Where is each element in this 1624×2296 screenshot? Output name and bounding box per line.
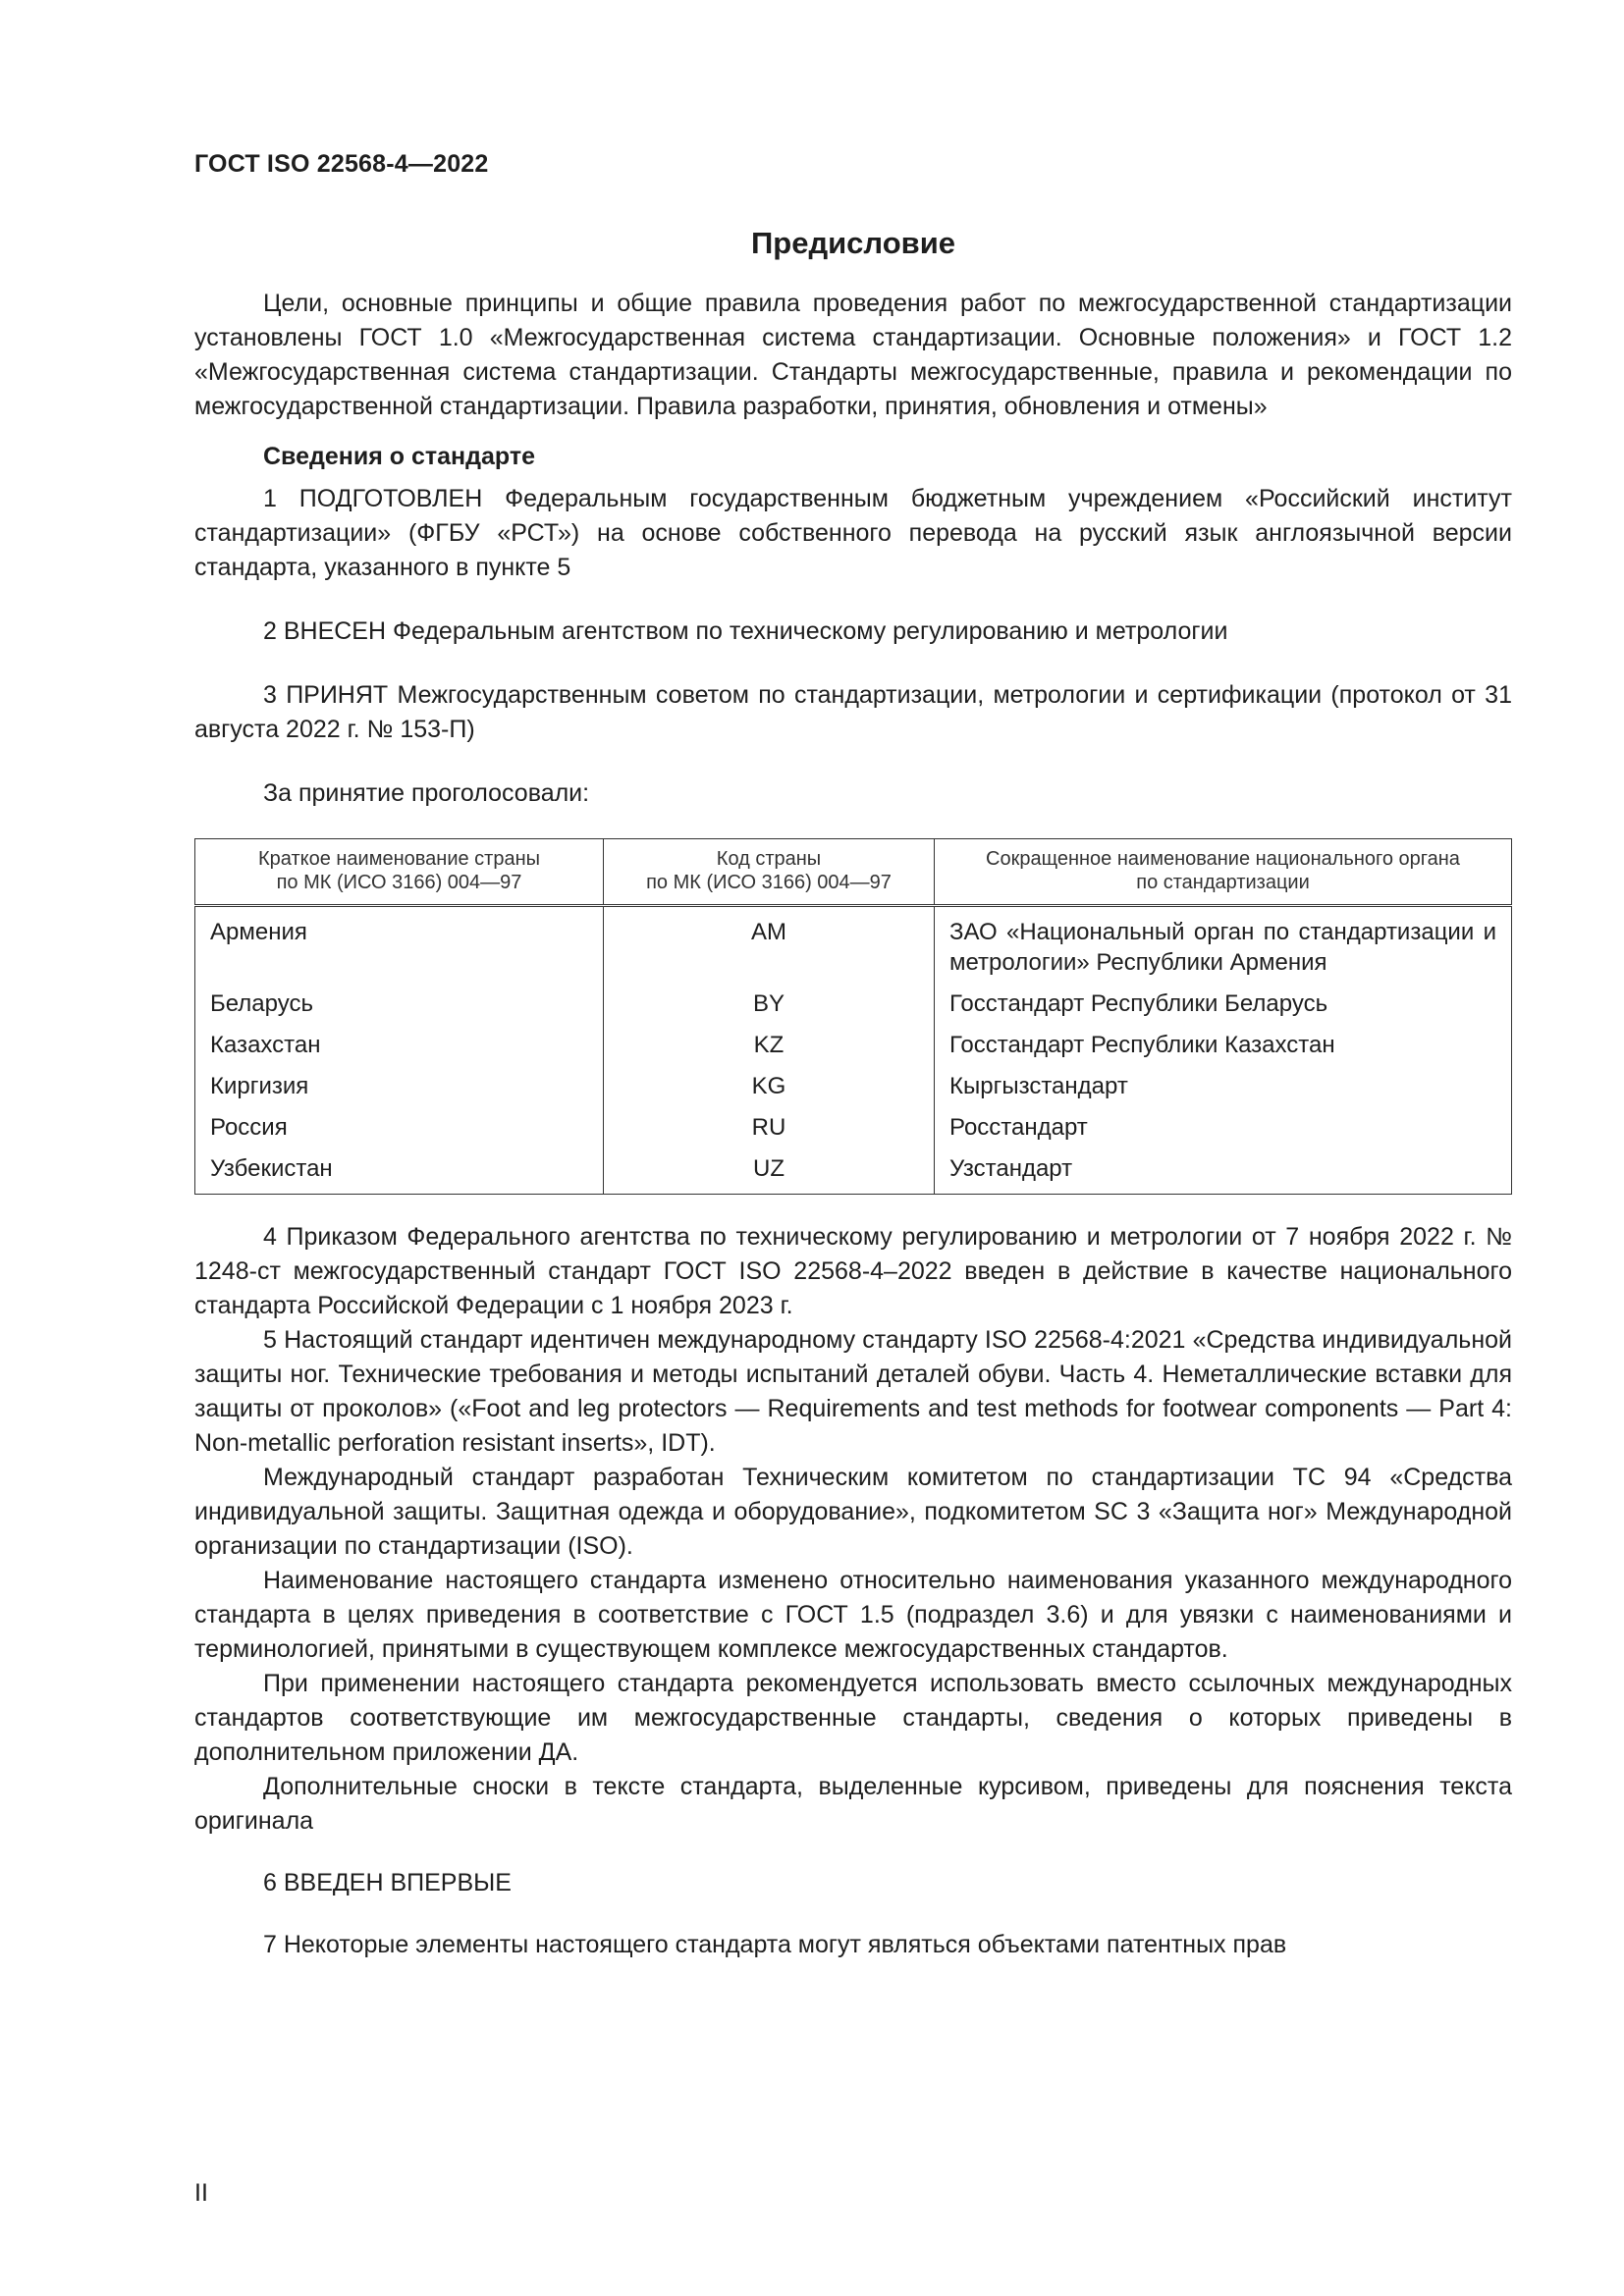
organization-cell: Узстандарт xyxy=(935,1148,1512,1195)
code-cell: RU xyxy=(604,1107,935,1148)
code-cell: KG xyxy=(604,1066,935,1107)
table-row xyxy=(195,906,1512,985)
page-number: II xyxy=(194,2179,208,2207)
country-cell: Беларусь xyxy=(195,984,604,1025)
section-subheading: Сведения о стандарте xyxy=(263,443,536,470)
country-cell: Казахстан xyxy=(195,1025,604,1066)
document-body xyxy=(194,287,1512,1962)
code-cell: UZ xyxy=(604,1148,935,1195)
header-code: Код страны по МК (ИСО 3166) 004—97 xyxy=(604,839,935,906)
country-cell: Узбекистан xyxy=(195,1148,604,1195)
header-country: Краткое наименование страны по МК (ИСО 3166) 004—97 xyxy=(195,839,604,906)
table-row xyxy=(195,984,1512,1025)
table-header-row xyxy=(195,839,1512,906)
item-5-paragraph: Дополнительные сноски в тексте стандарта, выделенные курсивом, приведены для пояснения текста оригинала xyxy=(194,1773,1512,1835)
item-7: 7 Некоторые элементы настоящего стандарта могут являться объектами патентных прав xyxy=(263,1931,1287,1958)
country-cell: Киргизия xyxy=(195,1066,604,1107)
code-cell: KZ xyxy=(604,1025,935,1066)
table-row xyxy=(195,1107,1512,1148)
country-cell: Россия xyxy=(195,1107,604,1148)
item-2: 2 ВНЕСЕН Федеральным агентством по техническому регулированию и метрологии xyxy=(263,617,1228,645)
item-6: 6 ВВЕДЕН ВПЕРВЫЕ xyxy=(263,1869,512,1896)
organization-cell: Росстандарт xyxy=(935,1107,1512,1148)
item-5-paragraph: Наименование настоящего стандарта изменено относительно наименования указанного международного стандарта в целях приведения в соответствие с ГОСТ 1.5 (подраздел 3.6) и для увязки с наименованиями и терминологией, принятыми в существующем комплексе межгосударственных стандартов. xyxy=(194,1567,1512,1663)
item-5-paragraph: При применении настоящего стандарта рекомендуется использовать вместо ссылочных международных стандартов соответствующие им межгосударственные стандарты, сведения о которых приведены в дополнительном приложении ДА. xyxy=(194,1670,1512,1766)
document-page xyxy=(194,0,1512,2296)
table-row xyxy=(195,1066,1512,1107)
organization-cell: Госстандарт Республики Казахстан xyxy=(935,1025,1512,1066)
item-3: 3 ПРИНЯТ Межгосударственным советом по стандартизации, метрологии и сертификации (протокол от 31 августа 2022 г. № 153-П) xyxy=(194,681,1512,743)
voted-label: За принятие проголосовали: xyxy=(263,779,590,807)
organization-cell: ЗАО «Национальный орган по стандартизации и метрологии» Республики Армения xyxy=(935,906,1512,985)
item-5-paragraph: Международный стандарт разработан Техническим комитетом по стандартизации ТС 94 «Средства индивидуальной защиты. Защитная одежда и оборудование», подкомитетом SC 3 «Защита ног» Международной организации по стандартизации (ISO). xyxy=(194,1464,1512,1560)
header-organization: Сокращенное наименование национального органа по стандартизации xyxy=(935,839,1512,906)
document-header: ГОСТ ISO 22568-4—2022 xyxy=(194,150,489,178)
page-title: Предисловие xyxy=(750,226,955,260)
organization-cell: Госстандарт Республики Беларусь xyxy=(935,984,1512,1025)
code-cell: BY xyxy=(604,984,935,1025)
voting-table xyxy=(194,838,1512,1195)
table-row xyxy=(195,1148,1512,1195)
item-4: 4 Приказом Федерального агентства по техническому регулированию и метрологии от 7 ноября 2022 г. № 1248-ст межгосударственный стандарт ГОСТ ISO 22568-4–2022 введен в действие в качестве национального стандарта Российской Федерации с 1 ноября 2023 г. xyxy=(194,1223,1512,1319)
code-cell: AM xyxy=(604,906,935,985)
item-5-paragraph: 5 Настоящий стандарт идентичен международному стандарту ISO 22568-4:2021 «Средства индивидуальной защиты ног. Технические требования и методы испытаний деталей обуви. Часть 4. Неметаллические вставки для защиты от проколов» («Foot and leg protectors — Requirements and test methods for footwear components — Part 4: Non-metallic perforation resistant inserts», IDT). xyxy=(194,1326,1512,1457)
organization-cell: Кыргызстандарт xyxy=(935,1066,1512,1107)
intro-paragraph: Цели, основные принципы и общие правила проведения работ по межгосударственной стандартизации установлены ГОСТ 1.0 «Межгосударственная система стандартизации. Основные положения» и ГОСТ 1.2 «Межгосударственная система стандартизации. Стандарты межгосударственные, правила и рекомендации по межгосударственной стандартизации. Правила разработки, принятия, обновления и отмены» xyxy=(194,290,1512,420)
country-cell: Армения xyxy=(195,906,604,985)
item-1: 1 ПОДГОТОВЛЕН Федеральным государственным бюджетным учреждением «Российский институт стандартизации» (ФГБУ «РСТ») на основе собственного перевода на русский язык англоязычной версии стандарта, указанного в пункте 5 xyxy=(194,485,1512,581)
table-row xyxy=(195,1025,1512,1066)
